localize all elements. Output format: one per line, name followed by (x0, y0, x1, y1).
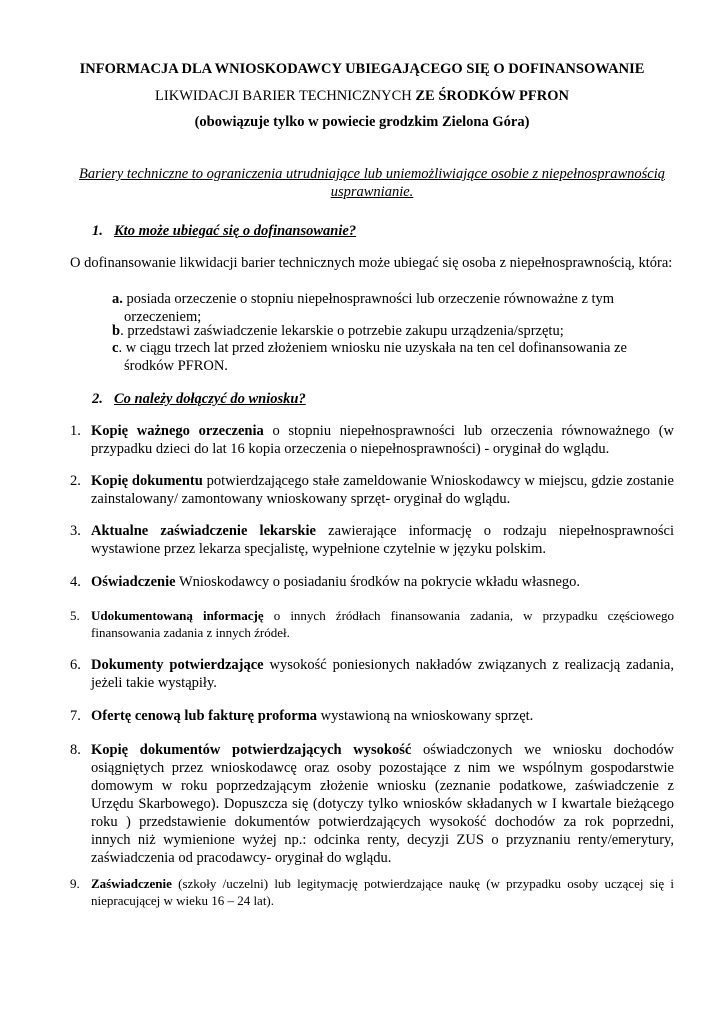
item-text: wystawioną na wnioskowany sprzęt. (317, 708, 534, 724)
item-bold: Kopię dokumentów potwierdzających wysokość (91, 742, 412, 758)
section-1-paragraph: O dofinansowanie likwidacji barier technicznych może ubiegać się osoba z niepełnosprawnością, która: (70, 255, 673, 271)
item-number: 2. (70, 473, 81, 489)
item-bold: Oświadczenie (91, 574, 176, 590)
item-bold: Aktualne zaświadczenie lekarskie (91, 523, 316, 539)
section-1-title: Kto może ubiegać się o dofinansowanie? (114, 223, 357, 239)
item-text: potwierdzającego stałe zameldowanie Wnioskodawcy w miejscu, gdzie zostanie zainstalowany/ zamontowany wnioskowany sprzęt- oryginał do wglądu. (91, 473, 674, 507)
subtitle-normal: LIKWIDACJI BARIER TECHNICZNYCH (155, 88, 416, 104)
item-number: 4. (70, 574, 81, 590)
item-number: 6. (70, 657, 81, 673)
document-subtitle (0, 88, 724, 105)
eligibility-item (112, 339, 674, 375)
intro-definition: Bariery techniczne to ograniczenia utrudniające lub uniemożliwiające osobie z niepełnosprawnością usprawnianie. (79, 166, 665, 200)
item-bold: Kopię dokumentu (91, 473, 203, 489)
subtitle-bold: ZE ŚRODKÓW PFRON (415, 88, 569, 104)
item-text: zawierające informację o rodzaju niepełnosprawności wystawione przez lekarza specjalistę, wypełnione czytelnie w języku polskim. (91, 523, 674, 557)
item-text: wysokość poniesionych nakładów związanych z realizacją zadania, jeżeli takie wystąpiły. (91, 657, 674, 691)
item-bold: Ofertę cenową lub fakturę proforma (91, 708, 318, 724)
item-bold: Dokumenty potwierdzające (91, 657, 264, 673)
item-text: Wnioskodawcy o posiadaniu środków na pokrycie wkładu własnego. (175, 574, 581, 590)
item-text: (szkoły /uczelni) lub legitymację potwierdzające naukę (w przypadku osoby uczącej się i niepracującej w wieku 16 – 24 lat). (91, 876, 674, 908)
item-text: . przedstawi zaświadczenie lekarskie o potrzebie zakupu urządzenia/sprzętu; (120, 323, 564, 339)
attachment-item (70, 422, 674, 458)
item-bold: Zaświadczenie (91, 876, 172, 891)
item-letter: c (112, 340, 119, 356)
attachment-item (70, 472, 674, 508)
item-number: 5. (70, 608, 80, 623)
item-letter: a. (112, 291, 123, 307)
attachment-item (70, 573, 674, 591)
item-bold: Udokumentowaną informację (91, 608, 264, 623)
item-text: . w ciągu trzech lat przed złożeniem wniosku nie uzyskała na ten cel dofinansowania ze (118, 340, 627, 356)
item-text: posiada orzeczenie o stopniu niepełnosprawności lub orzeczenie równoważne z tym (122, 291, 615, 307)
item-bold: Kopię ważnego orzeczenia (91, 423, 264, 439)
section-1-number: 1. (92, 223, 103, 239)
item-number: 1. (70, 423, 81, 439)
attachment-item (70, 656, 674, 692)
section-2-number: 2. (92, 391, 103, 407)
section-2-heading (92, 391, 306, 408)
section-2-title: Co należy dołączyć do wniosku? (114, 391, 306, 407)
item-text-continued: orzeczeniem; (124, 309, 202, 325)
document-scope-note: (obowiązuje tylko w powiecie grodzkim Zielona Góra) (194, 114, 530, 130)
attachment-item (70, 707, 674, 725)
item-text: oświadczonych we wniosku dochodów osiągniętych przez wnioskodawcę oraz osoby pozostające z nim we wspólnym gospodarstwie domowym w roku poprzedzającym złożenie wniosku (zeznanie podatkowe, zaświadczenie z Urzędu Skarbowego). Dopuszcza się (dotyczy tylko wniosków składanych w I kwartale bieżącego roku ) przedstawienie dokumentów potwierdzających wysokość dochodów za rok poprzedni, innych niż wymienione wyżej np.: odcinka renty, decyzji ZUS o przyznaniu renty/emerytury, zaświadczenia od pracodawcy- oryginał do wglądu. (91, 742, 675, 866)
attachment-item (70, 607, 674, 641)
item-number: 7. (70, 708, 81, 724)
attachment-item (70, 875, 674, 909)
item-text: o innych źródłach finansowania zadania, w przypadku częściowego finansowania zadania z innych źródeł. (91, 608, 674, 640)
item-text: o stopniu niepełnosprawności lub orzeczenia równoważnego (w przypadku dzieci do lat 16 kopia orzeczenia o niepełnosprawności) - oryginał do wglądu. (91, 423, 675, 457)
item-text-continued: środków PFRON. (124, 358, 228, 374)
item-number: 3. (70, 523, 81, 539)
attachment-item (70, 522, 674, 558)
item-number: 8. (70, 742, 81, 758)
eligibility-item (112, 290, 674, 326)
attachment-item (70, 741, 674, 867)
eligibility-item (112, 322, 674, 340)
item-number: 9. (70, 876, 80, 891)
document-title: INFORMACJA DLA WNIOSKODAWCY UBIEGAJĄCEGO SIĘ O DOFINANSOWANIE (79, 61, 645, 77)
section-1-heading (92, 223, 356, 240)
item-letter: b (112, 323, 121, 339)
